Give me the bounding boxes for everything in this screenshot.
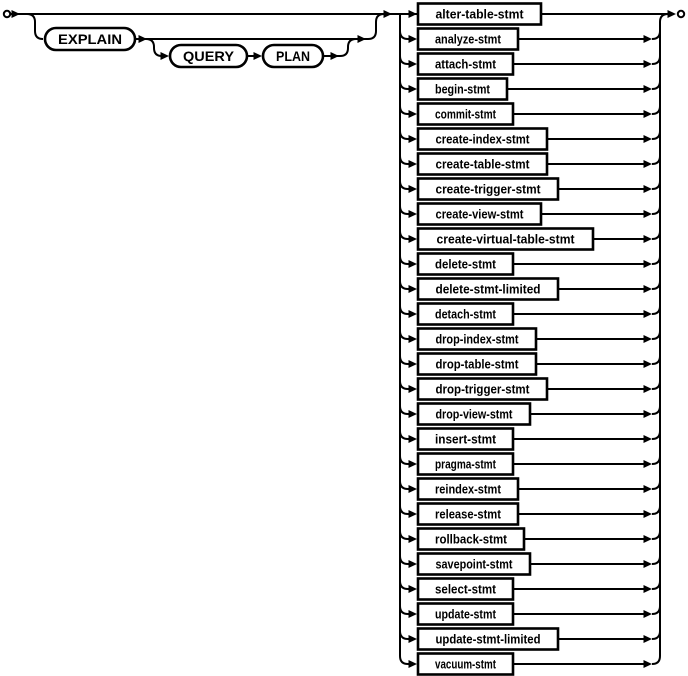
arrow-icon — [644, 360, 653, 368]
arrow-icon — [409, 135, 418, 143]
branch-rail — [400, 456, 409, 464]
arrow-icon — [139, 35, 148, 43]
stmt-savepoint-stmt[interactable] — [418, 554, 530, 575]
stmt-begin-stmt[interactable] — [418, 79, 507, 100]
arrow-icon — [409, 660, 418, 668]
arrow-icon — [409, 60, 418, 68]
branch-rail — [400, 356, 409, 364]
stmt-label: delete-stmt-limited — [435, 282, 541, 297]
arrow-icon — [644, 235, 653, 243]
arrow-icon — [409, 110, 418, 118]
branch-rail — [400, 81, 409, 89]
arrow-icon — [644, 335, 653, 343]
stmt-create-virtual-table-stmt[interactable] — [418, 229, 593, 250]
arrow-icon — [409, 260, 418, 268]
branch-rail — [400, 581, 409, 589]
branch-rail — [400, 156, 409, 164]
stmt-label: create-trigger-stmt — [435, 182, 542, 197]
merge-rail — [652, 406, 660, 414]
arrow-icon — [644, 160, 653, 168]
stmt-label: select-stmt — [435, 582, 497, 597]
arrow-icon — [409, 235, 418, 243]
arrow-icon — [409, 35, 418, 43]
branch-rail — [400, 656, 409, 664]
arrow-icon — [331, 52, 340, 60]
stmt-label: delete-stmt — [435, 257, 497, 272]
branch-rail — [400, 31, 409, 39]
plan-merge-rail — [323, 39, 356, 56]
branch-rail — [400, 131, 409, 139]
arrow-icon — [644, 210, 653, 218]
arrow-icon — [384, 10, 393, 18]
arrow-icon — [161, 52, 170, 60]
query-branch-rail — [146, 39, 162, 56]
arrow-icon — [644, 485, 653, 493]
stmt-label: analyze-stmt — [435, 32, 502, 47]
merge-rail — [652, 506, 660, 514]
merge-rail — [652, 206, 660, 214]
stmt-label: drop-table-stmt — [435, 357, 520, 372]
explain-branch-rail — [27, 14, 43, 39]
arrow-icon — [644, 510, 653, 518]
arrow-icon — [409, 460, 418, 468]
arrow-icon — [644, 185, 653, 193]
arrow-icon — [644, 60, 653, 68]
branch-rail — [400, 306, 409, 314]
stmt-create-trigger-stmt[interactable] — [418, 179, 558, 200]
stmt-label: drop-index-stmt — [435, 332, 520, 347]
stmt-rollback-stmt[interactable] — [418, 529, 524, 550]
explain-merge-rail — [368, 14, 384, 39]
arrow-icon — [254, 52, 263, 60]
branch-rail — [400, 506, 409, 514]
merge-rail — [652, 656, 660, 664]
keyword-explain — [45, 28, 135, 50]
end-terminal-icon — [678, 11, 684, 17]
arrow-icon — [644, 110, 653, 118]
merge-rail — [652, 456, 660, 464]
keyword-label: EXPLAIN — [58, 31, 122, 47]
stmt-commit-stmt[interactable] — [418, 104, 513, 125]
arrow-icon — [644, 635, 653, 643]
arrow-icon — [644, 460, 653, 468]
collector-rail — [660, 14, 672, 656]
stmt-label: release-stmt — [435, 507, 502, 522]
arrow-icon — [409, 385, 418, 393]
arrow-icon — [409, 160, 418, 168]
stmt-update-stmt[interactable] — [418, 604, 513, 625]
stmt-label: create-virtual-table-stmt — [436, 232, 576, 247]
arrow-icon — [409, 635, 418, 643]
merge-rail — [652, 281, 660, 289]
branch-rail — [400, 231, 409, 239]
branch-rail — [400, 56, 409, 64]
keyword-label: QUERY — [183, 48, 235, 64]
arrow-icon — [644, 560, 653, 568]
branch-rail — [400, 181, 409, 189]
arrow-icon — [644, 310, 653, 318]
arrow-icon — [409, 310, 418, 318]
arrow-icon — [409, 10, 418, 18]
stmt-detach-stmt[interactable] — [418, 304, 513, 325]
arrow-icon — [644, 610, 653, 618]
stmt-label: attach-stmt — [435, 57, 497, 72]
stmt-drop-index-stmt[interactable] — [418, 329, 536, 350]
stmt-delete-stmt[interactable] — [418, 254, 513, 275]
branch-rail — [400, 631, 409, 639]
stmt-label: insert-stmt — [435, 432, 497, 447]
merge-rail — [652, 231, 660, 239]
merge-rail — [652, 181, 660, 189]
stmt-delete-stmt-limited[interactable] — [418, 279, 558, 300]
merge-rail — [652, 306, 660, 314]
merge-rail — [652, 581, 660, 589]
branch-rail — [400, 531, 409, 539]
arrow-icon — [644, 585, 653, 593]
merge-rail — [652, 81, 660, 89]
branch-rail — [400, 606, 409, 614]
stmt-reindex-stmt[interactable] — [418, 479, 518, 500]
merge-rail — [652, 631, 660, 639]
keyword-label: PLAN — [276, 48, 310, 64]
arrow-icon — [409, 285, 418, 293]
merge-rail — [652, 131, 660, 139]
arrow-icon — [644, 410, 653, 418]
merge-rail — [652, 606, 660, 614]
branch-rail — [400, 431, 409, 439]
arrow-icon — [409, 560, 418, 568]
arrow-icon — [644, 535, 653, 543]
stmt-label: alter-table-stmt — [435, 7, 525, 22]
merge-rail — [652, 431, 660, 439]
merge-rail — [652, 331, 660, 339]
stmt-drop-table-stmt[interactable] — [418, 354, 536, 375]
arrow-icon — [409, 360, 418, 368]
stmt-label: update-stmt — [435, 607, 497, 622]
stmt-label: detach-stmt — [435, 307, 497, 322]
branch-rail — [400, 106, 409, 114]
arrow-icon — [12, 10, 21, 18]
stmt-label: create-table-stmt — [435, 157, 531, 172]
stmt-drop-view-stmt[interactable] — [418, 404, 530, 425]
merge-rail — [652, 56, 660, 64]
stmt-label: begin-stmt — [435, 82, 491, 97]
arrow-icon — [644, 285, 653, 293]
merge-rail — [652, 106, 660, 114]
stmt-label: drop-view-stmt — [435, 407, 514, 422]
stmt-label: savepoint-stmt — [435, 557, 514, 572]
stmt-create-index-stmt[interactable] — [418, 129, 547, 150]
arrow-icon — [409, 510, 418, 518]
arrow-icon — [409, 485, 418, 493]
merge-rail — [652, 356, 660, 364]
stmt-update-stmt-limited[interactable] — [418, 629, 558, 650]
stmt-drop-trigger-stmt[interactable] — [418, 379, 547, 400]
branch-rail — [400, 206, 409, 214]
merge-rail — [652, 556, 660, 564]
arrow-icon — [409, 435, 418, 443]
stmt-release-stmt[interactable] — [418, 504, 518, 525]
arrow-icon — [644, 385, 653, 393]
stmt-insert-stmt[interactable] — [418, 429, 513, 450]
stmt-vacuum-stmt[interactable] — [418, 654, 513, 675]
merge-rail — [652, 481, 660, 489]
stmt-label: create-index-stmt — [435, 132, 531, 147]
arrow-icon — [644, 260, 653, 268]
stmt-select-stmt[interactable] — [418, 579, 513, 600]
stmt-label: commit-stmt — [435, 107, 497, 122]
arrow-icon — [409, 535, 418, 543]
stmt-create-view-stmt[interactable] — [418, 204, 541, 225]
branch-rail — [400, 556, 409, 564]
branch-rail — [400, 406, 409, 414]
stmt-label: rollback-stmt — [435, 532, 508, 547]
stmt-label: vacuum-stmt — [435, 657, 497, 672]
arrow-icon — [409, 85, 418, 93]
arrow-icon — [409, 210, 418, 218]
merge-rail — [652, 531, 660, 539]
stmt-pragma-stmt[interactable] — [418, 454, 513, 475]
stmt-create-table-stmt[interactable] — [418, 154, 547, 175]
arrow-icon — [668, 10, 677, 18]
stmt-label: create-view-stmt — [435, 207, 525, 222]
keyword-query — [170, 45, 247, 67]
arrow-icon — [358, 35, 367, 43]
stmt-label: pragma-stmt — [435, 457, 497, 472]
arrow-icon — [644, 135, 653, 143]
merge-rail — [652, 256, 660, 264]
branch-rail — [400, 331, 409, 339]
arrow-icon — [644, 85, 653, 93]
stmt-analyze-stmt[interactable] — [418, 29, 518, 50]
keyword-plan — [263, 45, 323, 67]
arrow-icon — [644, 435, 653, 443]
arrow-icon — [409, 185, 418, 193]
stmt-attach-stmt[interactable] — [418, 54, 513, 75]
branch-rail — [400, 381, 409, 389]
stmt-label: drop-trigger-stmt — [435, 382, 531, 397]
branch-rail — [400, 281, 409, 289]
arrow-icon — [409, 335, 418, 343]
stmt-alter-table-stmt[interactable] — [418, 4, 541, 25]
arrow-icon — [409, 610, 418, 618]
start-terminal-icon — [4, 11, 10, 17]
stmt-label: update-stmt-limited — [435, 632, 541, 647]
arrow-icon — [409, 585, 418, 593]
merge-rail — [652, 381, 660, 389]
merge-rail — [652, 31, 660, 39]
arrow-icon — [644, 35, 653, 43]
arrow-icon — [644, 660, 653, 668]
stmt-label: reindex-stmt — [435, 482, 502, 497]
branch-rail — [400, 481, 409, 489]
merge-rail — [652, 156, 660, 164]
branch-rail — [400, 256, 409, 264]
arrow-icon — [409, 410, 418, 418]
